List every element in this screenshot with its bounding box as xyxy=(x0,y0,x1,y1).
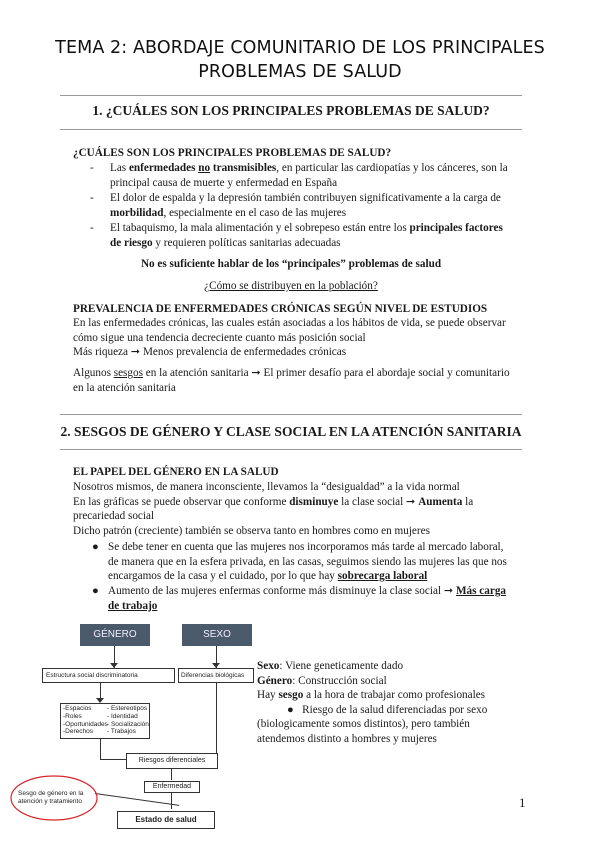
text: En las gráficas se puede observar que conforme xyxy=(73,495,290,508)
text-line: Dicho patrón (creciente) también se observa tanto en hombres como en mujeres xyxy=(73,524,430,537)
bullet-icon: ● xyxy=(287,703,303,716)
underlined-question: ¿Cómo se distribuyen en la población? xyxy=(204,280,378,292)
text: : Viene geneticamente dado xyxy=(279,660,404,672)
bold-center-note: No es suficiente hablar de los “principales” problemas de salud xyxy=(140,258,442,270)
divider xyxy=(60,95,522,96)
divider xyxy=(60,449,522,450)
text: Las xyxy=(110,162,129,174)
text: Algunos xyxy=(73,367,114,379)
gender-text xyxy=(73,480,543,538)
text-line: En las enfermedades crónicas, las cuales están asociadas a los hábitos de vida, se puede observar xyxy=(73,317,506,329)
text-line: Nosotros mismos, de manera inconsciente, llevamos la “desigualdad” a la vida normal xyxy=(73,481,460,493)
diferencias-box: Diferencias biológicas xyxy=(178,668,254,683)
list-item xyxy=(110,221,530,250)
connector-line xyxy=(100,738,101,760)
connector-line xyxy=(216,682,217,760)
text: y requieren políticas sanitarias adecuadas xyxy=(152,236,341,249)
bold-text: de riesgo xyxy=(110,236,153,249)
right-factor-list xyxy=(107,705,149,736)
divider xyxy=(60,129,522,130)
bold-text: Género xyxy=(257,674,293,687)
connector-line xyxy=(171,768,172,780)
text: Aumento de las mujeres enfermas conforme más disminuye la clase social ➞ xyxy=(108,585,456,597)
enfermedad-box: Enfermedad xyxy=(144,781,200,793)
gender-sex-diagram xyxy=(0,615,260,848)
text-line: atendemos distinto a hombres y mujeres xyxy=(257,732,437,745)
divider xyxy=(60,414,522,415)
text-line: precariedad social xyxy=(73,510,155,523)
list-dash: - xyxy=(90,222,94,234)
list-item xyxy=(110,161,530,190)
connector-line xyxy=(95,793,179,806)
text: El dolor de espalda y la depresión también contribuyen significativamente a la carga de xyxy=(110,192,501,204)
bold-text: sesgo xyxy=(278,689,304,702)
sexo-box: SEXO xyxy=(182,624,252,646)
text-line: en la atención sanitaria xyxy=(73,381,176,394)
left-factor-list xyxy=(63,705,108,736)
section-1-heading: 1. ¿CUÁLES SON LOS PRINCIPALES PROBLEMAS DE SALUD? xyxy=(92,103,490,118)
bold-underline-text: Más carga xyxy=(456,585,507,597)
bold-text: Aumenta xyxy=(418,495,463,508)
factors-box xyxy=(60,703,150,739)
prevalence-heading: PREVALENCIA DE ENFERMEDADES CRÓNICAS SEGÚN NIVEL DE ESTUDIOS xyxy=(73,303,488,315)
list-item: - Trabajos xyxy=(107,728,136,736)
text: la clase social ➞ xyxy=(338,495,419,508)
text-line: atención y tratamiento xyxy=(18,797,82,805)
text: : Construcción social xyxy=(292,674,387,687)
underline-text: sesgos xyxy=(113,367,143,379)
list-item: -Espacios xyxy=(63,705,92,712)
list-item: -Derechos xyxy=(63,728,93,736)
text: Riesgo de la salud diferenciadas por sexo xyxy=(302,703,488,716)
text: la xyxy=(462,495,474,508)
bold-text: transmisibles xyxy=(210,162,277,174)
connector-line xyxy=(171,792,172,809)
bullet-item xyxy=(108,584,528,613)
gender-bullets xyxy=(0,540,600,615)
text-line: Se debe tener en cuenta que las mujeres nos incorporamos más tarde al mercado laboral, xyxy=(108,541,504,553)
problems-list xyxy=(0,161,600,253)
diagram-explanation xyxy=(257,659,557,747)
list-item: -Roles xyxy=(63,712,82,720)
list-item: - Socialización xyxy=(107,720,149,728)
genero-box: GÉNERO xyxy=(80,624,150,646)
list-item xyxy=(110,191,530,220)
bold-text: Sexo xyxy=(257,660,280,672)
text: El tabaquismo, la mala alimentación y el sobrepeso están entre los xyxy=(110,222,410,234)
text: Hay xyxy=(257,689,279,702)
text: encargamos de la casa y el cuidado, por lo que hay xyxy=(108,570,338,583)
bold-underline-text: sobrecarga laboral xyxy=(337,570,428,583)
text-line: de manera que en la esfera privada, en las casas, seguimos siendo las mujeres las que nos xyxy=(108,555,507,568)
text-line: Más riqueza ➞ Menos prevalencia de enfermedades crónicas xyxy=(73,346,347,359)
bullet-icon: ● xyxy=(92,541,99,553)
riesgos-box: Riesgos diferenciales xyxy=(126,753,218,769)
bullet-item xyxy=(108,540,528,584)
page-title xyxy=(40,36,560,84)
bold-text: disminuye xyxy=(289,495,339,508)
text: principal causa de muerte y enfermedad en España xyxy=(110,176,338,189)
bold-text: principales factores xyxy=(409,222,503,234)
estructura-box: Estructura social discriminatoria xyxy=(42,668,175,683)
title-line-1: TEMA 2: ABORDAJE COMUNITARIO DE LOS PRINCIPALES xyxy=(55,38,545,58)
sesgos-text xyxy=(73,366,543,395)
text: a la hora de trabajar como profesionales xyxy=(303,689,486,702)
estado-box: Estado de salud xyxy=(117,811,215,829)
sesgo-label xyxy=(18,790,83,805)
list-item: -Oportunidades xyxy=(63,720,108,728)
bold-underline-text: no xyxy=(198,162,211,174)
section-1-subheading: ¿CUÁLES SON LOS PRINCIPALES PROBLEMAS DE SALUD? xyxy=(73,147,392,159)
page-number: 1 xyxy=(519,795,526,810)
bold-text: enfermedades xyxy=(128,162,199,174)
prevalence-text xyxy=(73,316,543,360)
list-dash: - xyxy=(90,192,94,204)
list-item: - Identidad xyxy=(107,712,138,720)
text-line: (biologicamente somos distintos), pero también xyxy=(257,718,470,731)
title-line-2: PROBLEMAS DE SALUD xyxy=(198,62,402,82)
text-line: cómo sigue una tendencia decreciente cuanto más posición social xyxy=(73,331,366,344)
list-item: - Estereotipos xyxy=(107,705,148,712)
text: en la atención sanitaria ➞ El primer desafío para el abordaje social y comunitario xyxy=(142,367,510,379)
section-2-subheading: EL PAPEL DEL GÉNERO EN LA SALUD xyxy=(73,466,279,478)
list-dash: - xyxy=(90,162,94,174)
bullet-icon: ● xyxy=(92,585,99,597)
bold-text: morbilidad xyxy=(110,206,164,219)
text: , en particular las cardiopatías y los cánceres, son la xyxy=(276,162,508,174)
section-2-heading: 2. SESGOS DE GÉNERO Y CLASE SOCIAL EN LA ATENCIÓN SANITARIA xyxy=(60,424,522,439)
bold-underline-text: de trabajo xyxy=(108,599,158,612)
text-line: Sesgo de género en la xyxy=(18,790,84,797)
text: , especialmente en el caso de las mujeres xyxy=(163,206,347,219)
